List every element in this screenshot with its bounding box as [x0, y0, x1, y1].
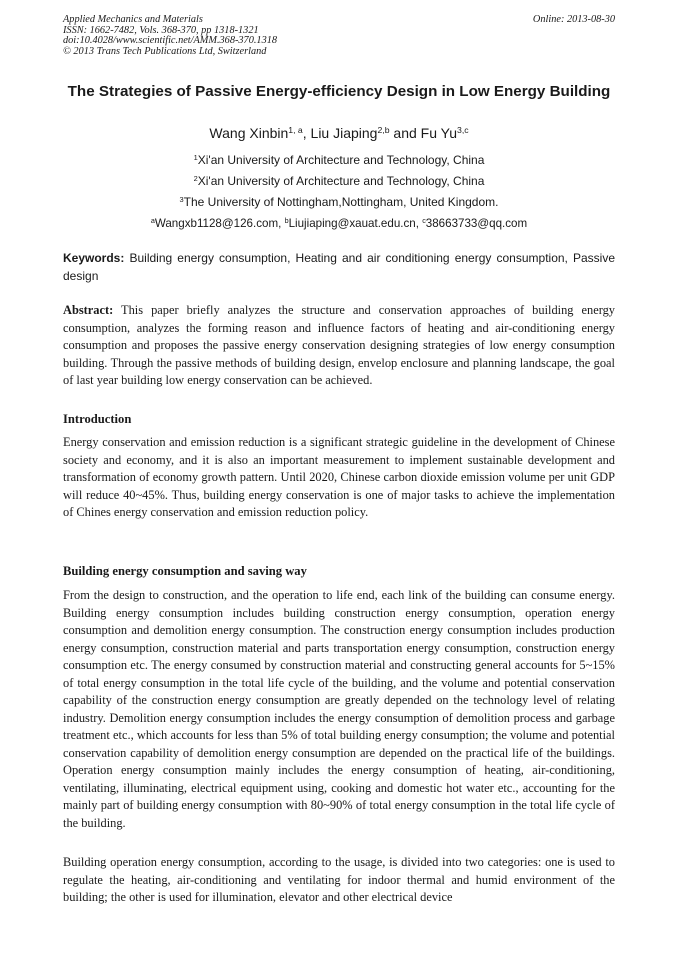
energy-consumption-paragraph-1: From the design to construction, and the operation to life end, each link of the building can consume energy. Building energy consumption includes building construction energy consumption, operation energy consumption and demolition energy consumption. The construction energy consumption includes production energy consumption, construction material and parts transportation energy consumption, construction energy consumption etc. The energy consumed by construction material and constructing general accounts for 5~15% of total energy consumption in the total life cycle of the building, and the volume and potential conservation capability of the construction energy consumption are greatly depended on the technology level of relating industry. Demolition energy consumption includes the energy consumption of demolition process and garbage treatment etc., which accounts for less than 5% of total building energy consumption; the volume and potential conservation capability of demolition energy consumption are depended on the practical life of the buildings. Operation energy consumption mainly includes the energy consumption of heating, air-conditioning, ventilating, illuminating, electrical equipment using, cooking and domestic hot water etc., accounting for the mainly part of building energy consumption with 80~90% of total energy consumption in the total life cycle of the building. [63, 588, 615, 830]
author-superscript: 1, a [288, 125, 303, 136]
affiliation-superscript: 1 [193, 152, 198, 162]
email-separator: , [415, 217, 423, 230]
energy-consumption-paragraph-2: Building operation energy consumption, according to the usage, is divided into two categories: one is used to regulate the heating, air-conditioning and ventilating for indoor thermal and humid environment of the building; the other is used for illumination, elevator and other electrical device [63, 855, 615, 904]
email-superscript: c [422, 216, 426, 226]
email-separator: , [278, 217, 285, 230]
author-name: Wang Xinbin [209, 125, 289, 141]
keywords-text: Building energy consumption, Heating and air conditioning energy consumption, Passive design [63, 251, 615, 283]
email-superscript: a [150, 216, 155, 226]
email-link[interactable]: Liujiaping@xauat.edu.cn [288, 217, 416, 230]
issn-line: ISSN: 1662-7482, Vols. 368-370, pp 1318-1321 [63, 24, 259, 36]
paper-title: The Strategies of Passive Energy-efficiency Design in Low Energy Building [67, 83, 611, 100]
introduction-paragraph: Energy conservation and emission reduction is a significant strategic guideline in the development of Chinese society and economy, and it is also an important measurement to implement sustainable development and transformation of economy growth pattern. Until 2020, Chinese carbon dioxide emission volume per unit GDP will reduce 40~45%. Thus, building energy conservation is one of major tasks to achieve the implementation of Chines energy conservation and emission reduction policy. [63, 435, 615, 519]
section-heading-introduction: Introduction [63, 412, 132, 426]
journal-name: Applied Mechanics and Materials [63, 14, 203, 25]
affiliation-text: Xi'an University of Architecture and Technology, China [197, 153, 485, 167]
online-date: Online: 2013-08-30 [532, 14, 615, 25]
author-separator: and [389, 125, 421, 141]
affiliation-superscript: 2 [193, 173, 198, 183]
abstract-text: This paper briefly analyzes the structure and conservation approaches of building energy consumption, analyzes the forming reason and influence factors of heating and air-conditioning energy consumption and proposes the passive energy conservation designing strategies of low energy consumption building. Through the passive methods of building design, envelop enclosure and planning landscape, the goal of last year building low energy conservation can be achieved. [63, 303, 615, 387]
email-link[interactable]: Wangxb1128@126.com [154, 217, 279, 230]
author-line [63, 124, 615, 142]
doi-line: doi:10.4028/www.scientific.net/AMM.368-370.1318 [63, 35, 278, 47]
section-heading-energy-consumption: Building energy consumption and saving way [63, 564, 307, 578]
journal-header [63, 15, 615, 57]
copyright-line: © 2013 Trans Tech Publications Ltd, Switzerland [63, 45, 267, 57]
author-separator: , [302, 125, 311, 141]
email-superscript: b [284, 216, 289, 226]
affiliation-1 [63, 153, 615, 167]
author-superscript: 2,b [377, 125, 390, 136]
affiliation-text: The University of Nottingham,Nottingham, United Kingdom. [183, 195, 499, 209]
author-name: Fu Yu [420, 125, 457, 141]
affiliation-2 [63, 174, 615, 188]
affiliation-superscript: 3 [179, 194, 184, 204]
affiliation-3 [63, 195, 615, 209]
email-line [63, 217, 615, 231]
email-link[interactable]: 38663733@qq.com [425, 217, 528, 230]
author-superscript: 3,c [457, 125, 469, 136]
keywords-label: Keywords: [63, 251, 125, 265]
abstract-label: Abstract: [63, 303, 114, 317]
affiliation-text: Xi'an University of Architecture and Technology, China [197, 174, 485, 188]
abstract [63, 302, 615, 390]
keywords [63, 249, 615, 285]
author-name: Liu Jiaping [310, 125, 378, 141]
